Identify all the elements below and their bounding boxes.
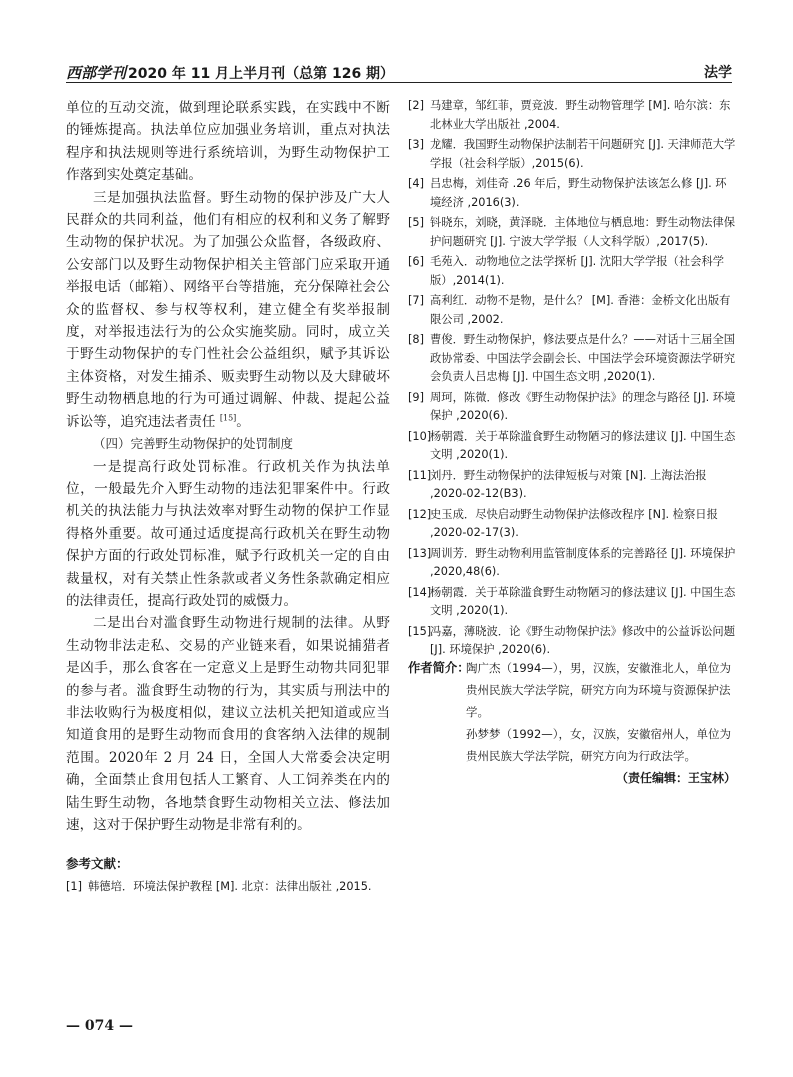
body-paragraph — [66, 187, 390, 433]
author-bio: 陶广杰（1994—），男，汉族，安徽淮北人，单位为贵州民族大学法学院，研究方向为环境与资源保护法学。 — [466, 661, 732, 719]
reference-text: 杨朝霞．关于革除滥食野生动物陋习的修法建议 [J]. 中国生态文明 ,2020(1). — [430, 429, 736, 461]
reference-number: [13] — [408, 546, 432, 560]
reference-item — [408, 584, 736, 621]
reference-item — [408, 214, 736, 251]
reference-item — [408, 389, 736, 426]
reference-number: [5] — [408, 216, 425, 229]
reference-item — [408, 97, 736, 134]
author-info — [408, 657, 736, 789]
reference-text: 韩德培．环境法保护教程 [M]. 北京：法律出版社 ,2015. — [88, 880, 372, 894]
reference-text: 毛苑入．动物地位之法学探析 [J]. 沈阳大学学报（社会科学版）,2014(1). — [430, 255, 725, 287]
references-title: 参考文献： — [66, 856, 129, 872]
author-label: 作者简介： — [408, 661, 470, 675]
running-header — [66, 62, 732, 82]
reference-number: [3] — [408, 138, 425, 151]
body-paragraph: 二是出台对滥食野生动物进行规制的法律。从野生动物非法走私、交易的产业链来看，如果说捕猎者是凶手，那么食客在一定意义上是野生动物共同犯罪的参与者。滥食野生动物的行为，其实质与刑法中的非法收购行为极度相似，建议立法机关把知道或应当知道食用的是野生动物而食用的食客纳入法律的规制范围。2020年 2 月 24 日，全国人大常委会决定明确，全面禁止食用包括人工繁育、人工饲养类在内的陆生野生动物，各地禁食野生动物相关立法、修法加速，这对于保护野生动物是非常有利的。 — [66, 615, 390, 833]
section-subheading: （四）完善野生动物保护的处罚制度 — [93, 436, 294, 452]
reference-number: [1] — [66, 880, 83, 894]
citation-mark: [15] — [219, 413, 237, 423]
body-paragraph: 单位的互动交流，做到理论联系实践，在实践中不断的锤炼提高。执法单位应加强业务培训，重点对执法程序和执法规则等进行系统培训，为野生动物保护工作落到实处奠定基础。 — [66, 100, 390, 184]
reference-item — [408, 253, 736, 290]
reference-text: 马建章，邹红菲，贾竞波．野生动物管理学 [M]. 哈尔滨：东北林业大学出版社 ,2004. — [430, 99, 731, 131]
header-rule — [66, 82, 732, 83]
reference-item — [408, 331, 736, 387]
reference-number: [15] — [408, 624, 432, 638]
reference-number: [10] — [408, 429, 432, 443]
reference-text: 龙耀．我国野生动物保护法制若干问题研究 [J]. 天津师范大学学报（社会科学版）,2015(6). — [430, 138, 736, 170]
journal-issue — [66, 62, 394, 83]
left-column — [66, 97, 390, 899]
reference-text: 周训芳．野生动物利用监管制度体系的完善路径 [J]. 环境保护 ,2020,48(6). — [430, 546, 736, 578]
author-body — [466, 657, 736, 767]
reference-text: 周珂，陈微．修改《野生动物保护法》的理念与路径 [J]. 环境保护 ,2020(6). — [430, 390, 736, 422]
page-number: — 074 — — [66, 1018, 133, 1034]
reference-text: 冯嘉，薄晓波．论《野生动物保护法》修改中的公益诉讼问题 [J]. 环境保护 ,2020(6). — [430, 624, 736, 656]
reference-text: 刘丹．野生动物保护的法律短板与对策 [N]. 上海法治报 ,2020-02-12(B3). — [430, 468, 707, 500]
reference-text: 高利红．动物不是物，是什么？ [M]. 香港：金桥文化出版有限公司 ,2002. — [430, 294, 731, 326]
reference-item — [408, 545, 736, 582]
body-paragraph: 一是提高行政处罚标准。行政机关作为执法单位，一般最先介入野生动物的违法犯罪案件中。行政机关的执法能力与执法效率对野生动物的保护工作显得格外重要。故可通过适度提高行政机关在野生动物保护方面的行政处罚标准，赋予行政机关一定的自由裁量权，对有关禁止性条款或者义务性条款确定相应的法律责任，提高行政处罚的威慑力。 — [66, 458, 390, 609]
reference-item — [408, 292, 736, 329]
reference-text: 杨朝霞．关于革除滥食野生动物陋习的修法建议 [J]. 中国生态文明 ,2020(1). — [430, 585, 736, 617]
reference-number: [12] — [408, 507, 432, 521]
reference-item — [408, 623, 736, 660]
right-column-references — [408, 97, 736, 662]
reference-text: 史玉成．尽快启动野生动物保护法修改程序 [N]. 检察日报 ,2020-02-17(3). — [430, 507, 718, 539]
reference-text: 钭晓东，刘晓，黄泽晓．主体地位与栖息地：野生动物法律保护问题研究 [J]. 宁波大学学报（人文科学版）,2017(5). — [430, 216, 736, 248]
citation-tail: 。 — [236, 413, 250, 430]
paragraph-text: 三是加强执法监督。野生动物的保护涉及广大人民群众的共同利益，他们有相应的权利和义务了解野生动物的保护状况。为了加强公众监督，各级政府、公安部门以及野生动物保护相关主管部门应采取开通举报电话（邮箱）、网络平台等措施，充分保障社会公众的监督权、参与权等权利，建立健全有奖举报制度，对举报违法行为的公众实施奖励。同时，成立关于野生动物保护的专门性社会公益组织，赋予其诉讼主体资格，对发生捕杀、贩卖野生动物以及大肆破坏野生动物栖息地的行为可通过调解、仲裁、提起公益诉讼等，追究违法者责任 — [66, 189, 390, 430]
issue-label: 2020 年 11 月上半月刊（总第 126 期） — [128, 66, 395, 82]
reference-text: 曹俊．野生动物保护，修法要点是什么？——对话十三届全国政协常委、中国法学会副会长、中国法学会环境资源法学研究会负责人吕忠梅 [J]. 中国生态文明 ,2020(1). — [430, 333, 736, 383]
reference-item — [408, 136, 736, 173]
reference-item — [66, 878, 390, 897]
reference-number: [6] — [408, 255, 425, 268]
reference-number: [4] — [408, 177, 425, 190]
reference-number: [11] — [408, 468, 432, 482]
reference-item — [408, 175, 736, 212]
journal-logo: 西部学刊 — [66, 64, 127, 82]
reference-item — [408, 506, 736, 543]
reference-number: [14] — [408, 585, 432, 599]
reference-number: [7] — [408, 294, 425, 307]
reference-text: 吕忠梅，刘佳奇 .26 年后，野生动物保护法该怎么修 [J]. 环境经济 ,2016(3). — [430, 177, 727, 209]
author-bio: 孙梦梦（1992—），女，汉族，安徽宿州人，单位为贵州民族大学法学院，研究方向为行政法学。 — [466, 727, 732, 763]
responsible-editor: （责任编辑：王宝林） — [615, 771, 736, 785]
section-label: 法学 — [704, 65, 732, 81]
reference-item — [408, 467, 736, 504]
reference-number: [9] — [408, 390, 425, 404]
reference-number: [8] — [408, 333, 425, 346]
reference-item — [408, 428, 736, 465]
reference-number: [2] — [408, 99, 425, 112]
